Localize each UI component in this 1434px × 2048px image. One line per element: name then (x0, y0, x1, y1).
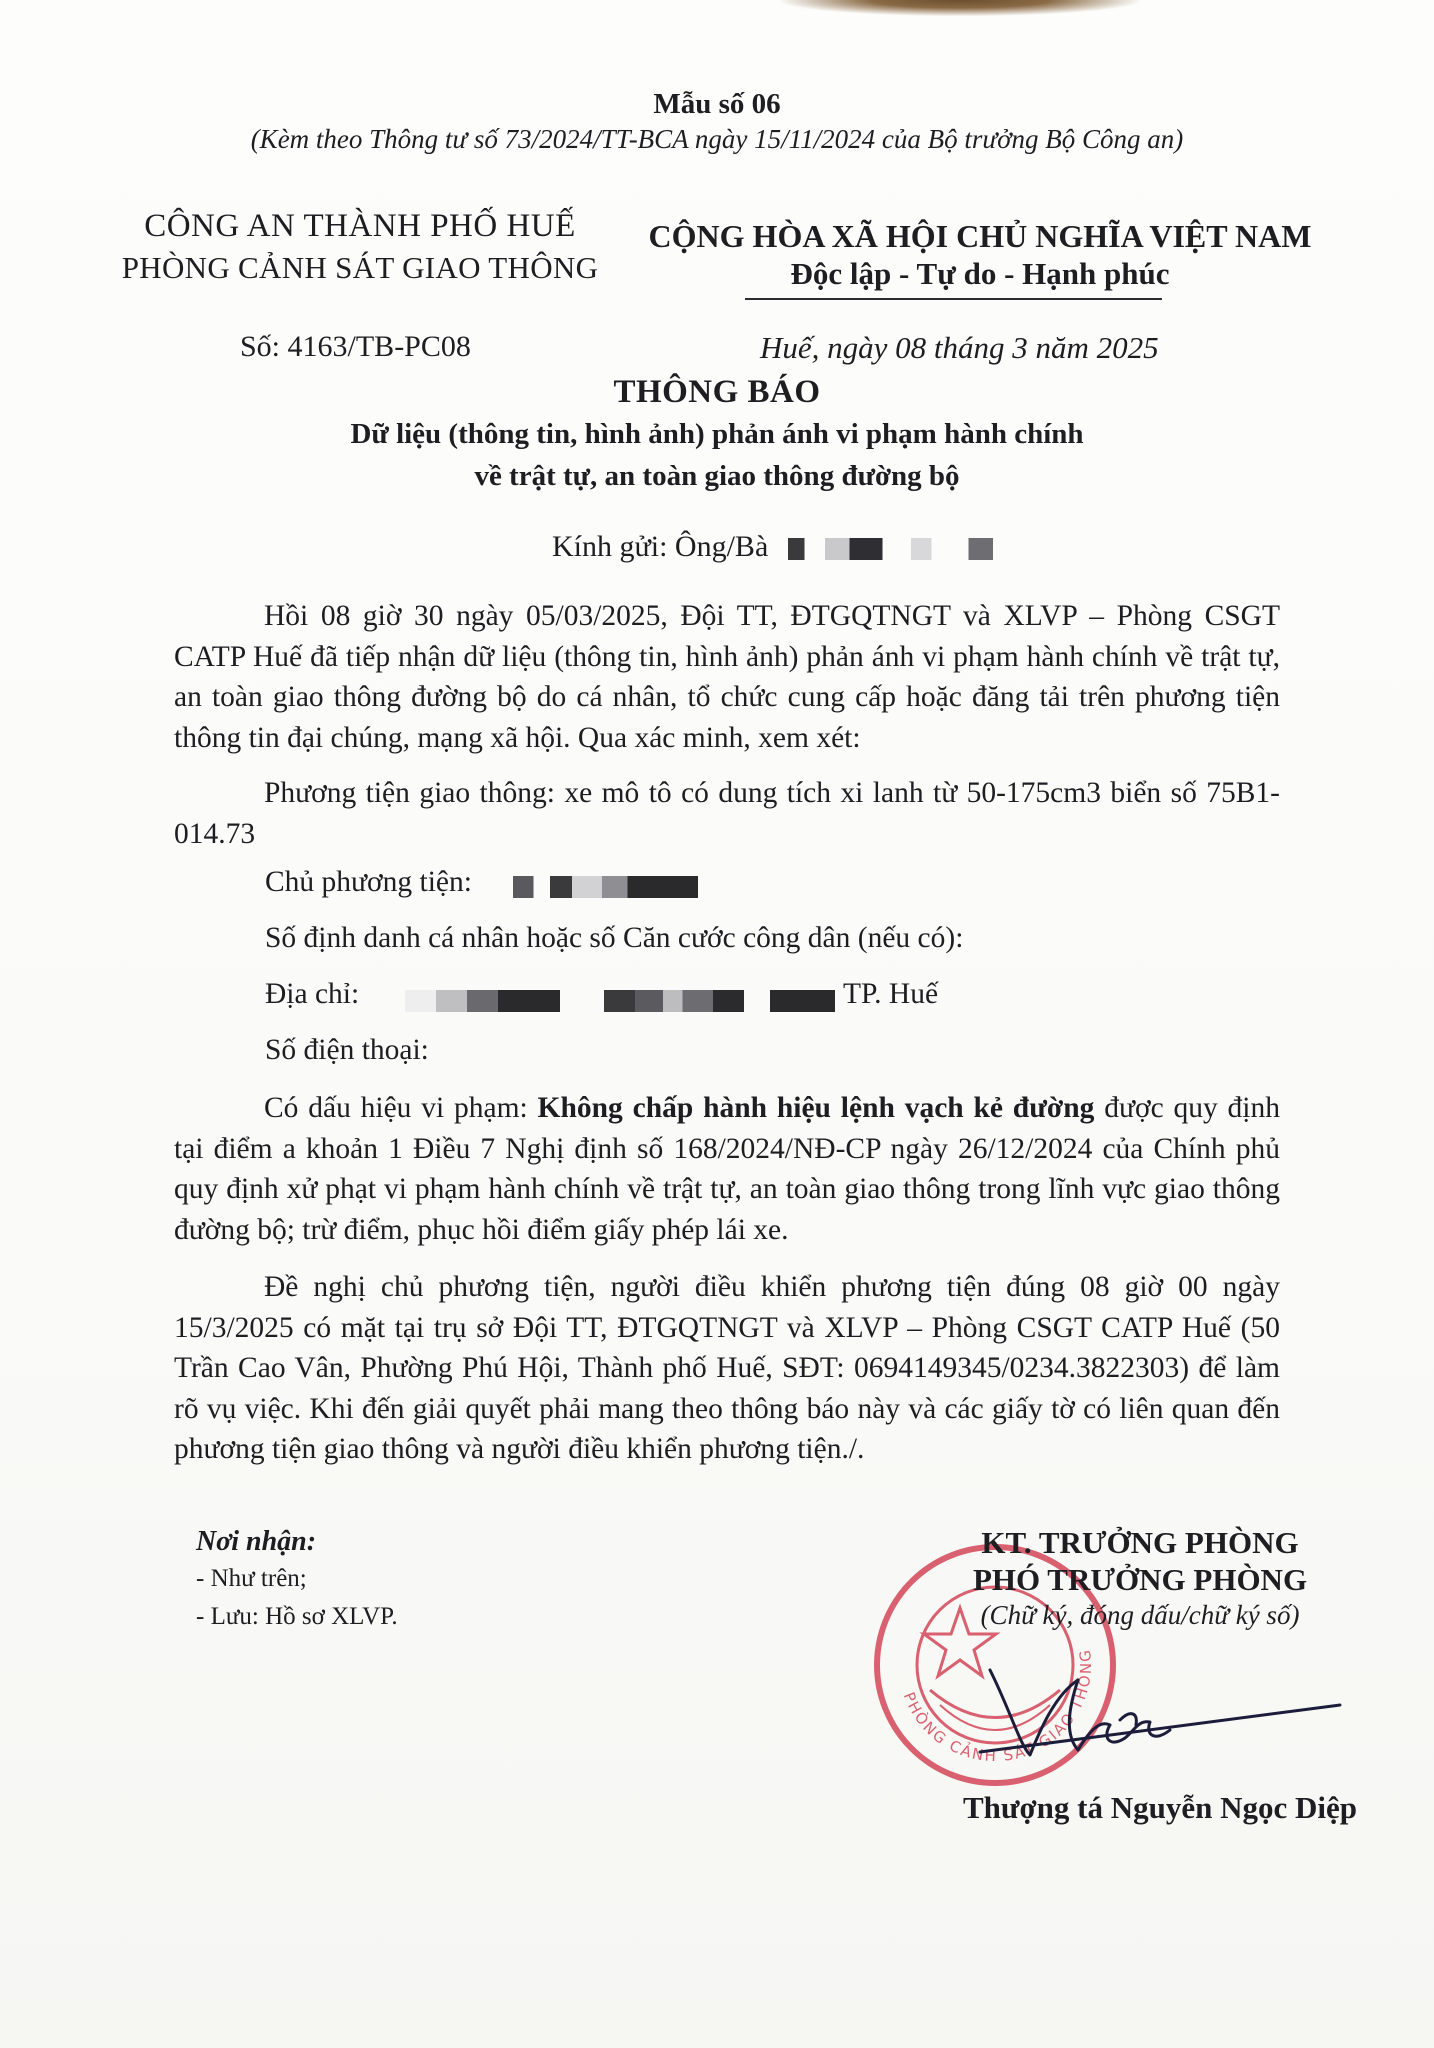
paragraph-intro: Hồi 08 giờ 30 ngày 05/03/2025, Đội TT, ĐTGQTNGT và XLVP – Phòng CSGT CATP Huế đã tiếp nhận dữ liệu (thông tin, hình ảnh) phản ánh vi phạm hành chính về trật tự, an toàn giao thông đường bộ do cá nhân, tổ chức cung cấp hoặc đăng tải trên phương tiện thông tin đại chúng, mạng xã hội. Qua xác minh, xem xét: (174, 600, 1280, 754)
document-date: Huế, ngày 08 tháng 3 năm 2025 (760, 330, 1159, 365)
svg-text:PHÒNG CẢNH SÁT GIAO THÔNG: PHÒNG CẢNH SÁT GIAO THÔNG (899, 1647, 1096, 1766)
recipients-item-2: - Lưu: Hồ sơ XLVP. (196, 1603, 398, 1630)
attachment-note: (Kèm theo Thông tư số 73/2024/TT-BCA ngày 15/11/2024 của Bộ trưởng Bộ Công an) (250, 124, 1184, 154)
violation-name: Không chấp hành hiệu lệnh vạch kẻ đường (537, 1092, 1095, 1124)
paragraph-vehicle: Phương tiện giao thông: xe mô tô có dung tích xi lanh từ 50-175cm3 biển số 75B1-014.73 (174, 777, 1280, 850)
handwritten-signature-icon (960, 1650, 1360, 1770)
photo-edge-shadow (780, 0, 1140, 16)
subject-line-2: về trật tự, an toàn giao thông đường bộ (474, 460, 960, 492)
address-label: Địa chỉ: (265, 978, 360, 1010)
redacted-address-part-3 (770, 990, 835, 1012)
paragraph-request: Đề nghị chủ phương tiện, người điều khiển phương tiện đúng 08 giờ 00 ngày 15/3/2025 có mặt tại trụ sở Đội TT, ĐTGQTNGT và XLVP – Phòng CSGT CATP Huế (50 Trần Cao Vân, Phường Phú Hội, Thành phố Huế, SĐT: 0694149345/0234.3822303) để làm rõ vụ việc. Khi đến giải quyết phải mang theo thông báo này và các giấy tờ có liên quan đến phương tiện giao thông và người điều khiển phương tiện./. (174, 1271, 1280, 1465)
violation-detail: được quy định tại điểm a khoản 1 Điều 7 Nghị định số 168/2024/NĐ-CP ngày 26/12/2024 của Chính phủ quy định xử phạt vi phạm hành chính về trật tự, an toàn giao thông trong lĩnh vực giao thông đường bộ; trừ điểm, phục hồi điểm giấy phép lái xe. (174, 1092, 1280, 1246)
document-number: Số: 4163/TB-PC08 (240, 330, 471, 363)
motto-underline (745, 298, 1162, 300)
document-title: THÔNG BÁO (613, 374, 821, 410)
signer-name: Thượng tá Nguyễn Ngọc Diệp (962, 1790, 1358, 1825)
phone-label: Số điện thoại: (265, 1034, 429, 1066)
redacted-address-part-1 (405, 990, 560, 1012)
recipients-label: Nơi nhận: (196, 1526, 317, 1557)
subject-line-1: Dữ liệu (thông tin, hình ảnh) phản ánh vi phạm hành chính (350, 418, 1084, 450)
form-number: Mẫu số 06 (653, 88, 781, 120)
recipient-line: Kính gửi: Ông/Bà (552, 530, 769, 563)
address-city: TP. Huế (843, 978, 939, 1010)
agency-name: PHÒNG CẢNH SÁT GIAO THÔNG (121, 250, 599, 285)
national-motto: Độc lập - Tự do - Hạnh phúc (790, 256, 1170, 291)
redacted-address-part-2 (604, 990, 744, 1012)
redacted-owner-name (513, 876, 698, 898)
paragraph-violation (174, 1088, 1280, 1250)
violation-prefix: Có dấu hiệu vi phạm: (264, 1092, 538, 1124)
signature-note: (Chữ ký, đóng dấu/chữ ký số) (980, 1600, 1300, 1630)
signature-title-2: PHÓ TRƯỞNG PHÒNG (972, 1562, 1308, 1597)
agency-parent: CÔNG AN THÀNH PHỐ HUẾ (144, 208, 576, 244)
redacted-recipient-name (788, 538, 993, 560)
owner-label: Chủ phương tiện: (265, 866, 472, 898)
recipients-item-1: - Như trên; (196, 1565, 307, 1592)
id-label: Số định danh cá nhân hoặc số Căn cước công dân (nếu có): (265, 922, 964, 954)
national-title: CỘNG HÒA XÃ HỘI CHỦ NGHĨA VIỆT NAM (648, 218, 1312, 254)
signature-title-1: KT. TRƯỞNG PHÒNG (981, 1525, 1299, 1560)
